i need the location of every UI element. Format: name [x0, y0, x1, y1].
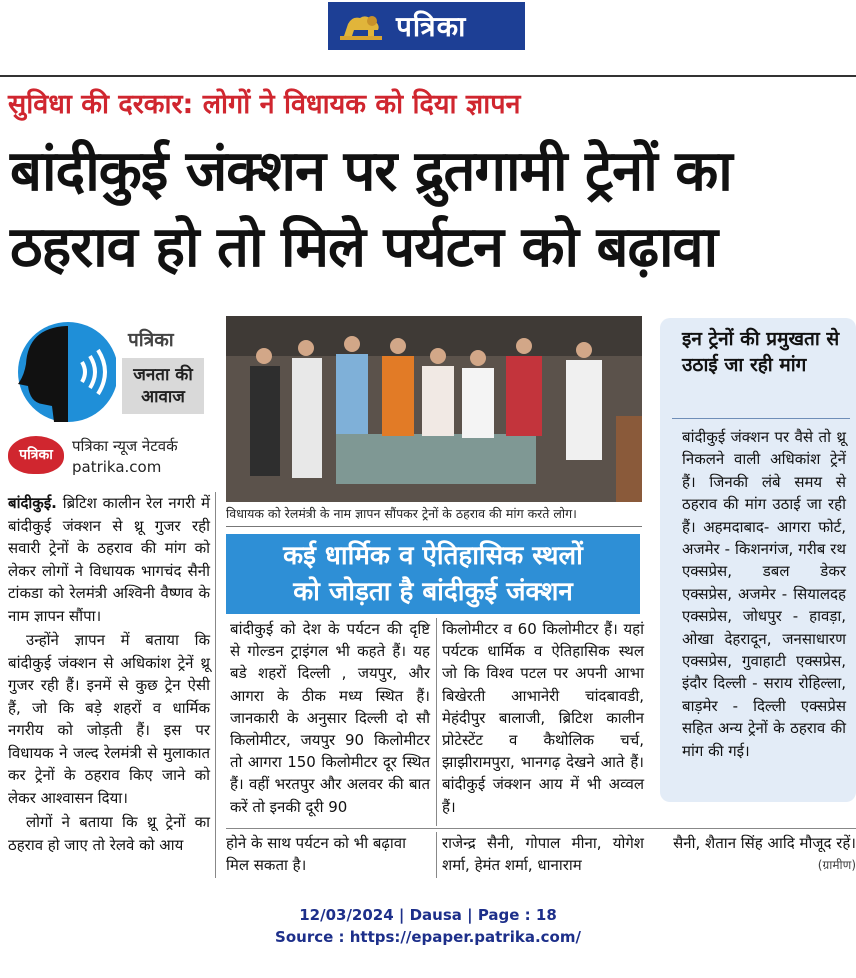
byline	[8, 432, 208, 480]
sidebar-title: इन ट्रेनों की प्रमुखता से उठाई जा रही मांग	[682, 328, 840, 376]
masthead-title: पत्रिका	[396, 10, 467, 43]
paragraph-2: उन्होंने ज्ञापन में बताया कि बांदीकुई जंक्शन से अधिकांश ट्रेनें थ्रू गुजर रही हैं। इनमें से कुछ ट्रेन ऐसी हैं, जो कि बड़े शहरों व धार्मिक नगरीय को जोड़ती हैं। इस पर विधायक ने जल्द रेलमंत्री से मुलाकात कर ट्रेनों के ठहराव किए जाने को लेकर आश्वासन दिया।	[8, 631, 210, 807]
article-column-3: किलोमीटर व 60 किलोमीटर हैं। यहां पर्यटक धार्मिक व ऐतिहासिक स्थल जो कि विश्व पटल पर अपनी आभा बिखेरती आभानेरी चांदबावडी, मेहंदीपुर बालाजी, ब्रिटिश कालीन प्रोटेस्टेंट व कैथोलिक चर्च, झाझीरामपुरा, भानगढ़ देखने आते हैं। बांदीकुई जंक्शन आय में भी अव्वल हैं।	[442, 620, 644, 816]
tagline-line-2: आवाज	[141, 387, 185, 407]
banner-line-2: को जोड़ता है बांदीकुई जंक्शन	[293, 577, 573, 607]
janta-ki-awaz-logo	[8, 318, 204, 426]
logo-tagline	[122, 358, 204, 414]
news-photo	[226, 316, 642, 502]
headline-line-2: ठहराव हो तो मिले पर्यटन को बढ़ावा	[10, 215, 718, 280]
photo-caption: विधायक को रेलमंत्री के नाम ज्ञापन सौंपकर ट्रेनों के ठहराव की मांग करते लोग।	[226, 506, 577, 521]
column-divider-bottom	[436, 832, 437, 878]
group-photo-illustration	[226, 316, 642, 502]
footer-edition: 12/03/2024 | Dausa | Page : 18	[299, 906, 557, 924]
masthead-divider	[0, 75, 856, 77]
sidebar-continuation	[660, 832, 856, 876]
speaking-face-icon	[8, 318, 116, 426]
byline-logo: पत्रिका	[8, 436, 64, 474]
byline-name: पत्रिका न्यूज नेटवर्क	[72, 437, 178, 455]
masthead	[328, 2, 525, 50]
dateline: बांदीकुई.	[8, 494, 57, 512]
lion-emblem-icon	[338, 10, 384, 42]
column-divider	[436, 618, 437, 826]
bottom-divider	[226, 828, 856, 829]
credit: (ग्रामीण)	[817, 858, 856, 872]
banner-line-1: कई धार्मिक व ऐतिहासिक स्थलों	[283, 541, 583, 571]
byline-website: patrika.com	[72, 458, 162, 476]
subheading-banner	[226, 534, 640, 614]
column-2-continuation: होने के साथ पर्यटन को भी बढ़ावा मिल सकता है।	[226, 834, 406, 874]
column-divider-left	[215, 492, 216, 878]
paragraph-3: लोगों ने बताया कि थ्रू ट्रेनों का ठहराव हो जाए तो रेलवे को आय	[8, 813, 210, 854]
sidebar-body: बांदीकुई जंक्शन पर वैसे तो थ्रू निकलने वाली अधिकांश ट्रेनें हैं। जिनकी लंबे समय से ठहराव की मांग उठाई जा रही हैं। अहमदाबाद- आगरा फोर्ट, अजमेर - किशनगंज, गरीब रथ एक्सप्रेस, डबल डेकर एक्सप्रेस, अजमेर - सियालदह एक्सप्रेस, जोधपुर - हावड़ा, ओखा देहरादून, जनसाधारण एक्सप्रेस, गुवाहाटी एक्सप्रेस, इंदौर दिल्ली - सराय रोहिल्ला, बाड़मेर - दिल्ली एक्सप्रेस सहित अन्य ट्रेनों के ठहराव की मांग की गई।	[682, 428, 846, 760]
kicker: सुविधा की दरकार: लोगों ने विधायक को दिया ज्ञापन	[8, 89, 521, 120]
column-3-continuation: राजेन्द्र सैनी, गोपाल मीना, योगेश शर्मा, हेमंत शर्मा, धानाराम	[442, 834, 644, 874]
footer-source: Source : https://epaper.patrika.com/	[275, 928, 581, 946]
paragraph-1-text: ब्रिटिश कालीन रेल नगरी में बांदीकुई जंक्शन से थ्रू गुजर रही सवारी ट्रेनों के ठहराव की मांग को लेकर लोगों ने विधायक भागचंद सैनी टांकडा को रेलमंत्री अश्विनी वैष्णव के नाम ज्ञापन सौंपा।	[8, 494, 210, 625]
attendees-end: सैनी, शैतान सिंह आदि मौजूद रहें।	[673, 834, 856, 852]
headline	[10, 134, 850, 286]
article-column-1	[8, 492, 210, 858]
sidebar-divider	[672, 418, 850, 419]
tagline-line-1: जनता की	[133, 365, 193, 385]
footer	[0, 904, 856, 948]
headline-line-1: बांदीकुई जंक्शन पर द्रुतगामी ट्रेनों का	[10, 139, 732, 204]
article-column-2: बांदीकुई को देश के पर्यटन की दृष्टि से गोल्डन ट्राइंगल भी कहते हैं। यह बडे शहरों दिल्ली , जयपुर, और आगरा के ठीक मध्य स्थित हैं। जानकारी के अनुसार दिल्ली दो सौ किलोमीटर, जयपुर 90 किलोमीटर तो आगरा 150 किलोमीटर दूर स्थित हैं। वहीं भरतपुर और अलवर की बात करें तो इनकी दूरी 90	[230, 620, 430, 816]
paragraph-1	[8, 492, 210, 627]
caption-divider	[226, 526, 642, 527]
logo-brand: पत्रिका	[128, 329, 174, 351]
